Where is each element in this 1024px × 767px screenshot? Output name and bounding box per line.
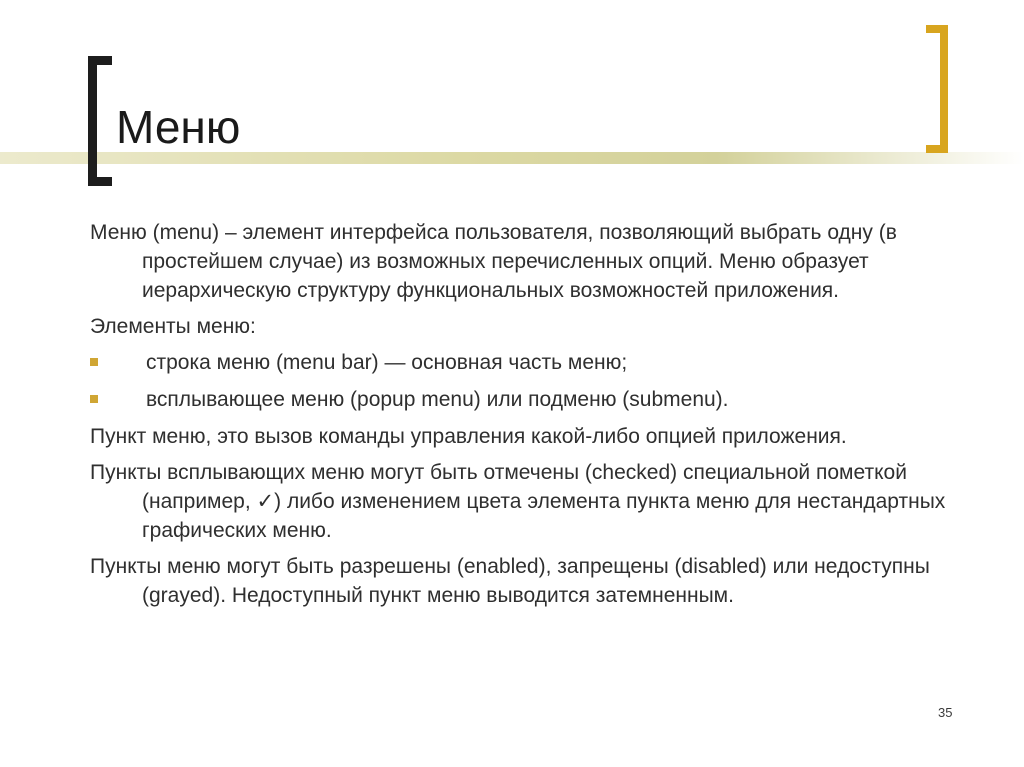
bullet-item [90,385,960,414]
slide-title: Меню [116,101,241,153]
paragraph-elements-heading: Элементы меню: [90,315,256,338]
paragraph-item-states: Пункты меню могут быть разрешены (enabled), запрещены (disabled) или недоступны (grayed). Недоступный пункт меню выводится затемненным. [90,555,930,607]
paragraph-menu-item: Пункт меню, это вызов команды управления какой-либо опцией приложения. [90,425,847,448]
bullet-item [90,348,960,377]
right-bracket-decoration [926,25,948,153]
paragraph-checked-items: Пункты всплывающих меню могут быть отмечены (checked) специальной пометкой (например, ✓) либо изменением цвета элемента пункта меню для нестандартных графических меню. [90,461,946,542]
bullet-text: всплывающее меню (popup menu) или подменю (submenu). [146,388,729,411]
square-bullet-icon [90,395,98,403]
bullet-text: строка меню (menu bar) — основная часть меню; [146,351,628,374]
left-bracket-decoration [88,56,112,186]
paragraph-definition: Меню (menu) – элемент интерфейса пользователя, позволяющий выбрать одну (в простейшем случае) из возможных перечисленных опций. Меню образует иерархическую структуру функциональных возможностей приложения. [90,221,897,302]
square-bullet-icon [90,358,98,366]
page-number: 35 [938,705,953,720]
slide-body [90,218,960,617]
